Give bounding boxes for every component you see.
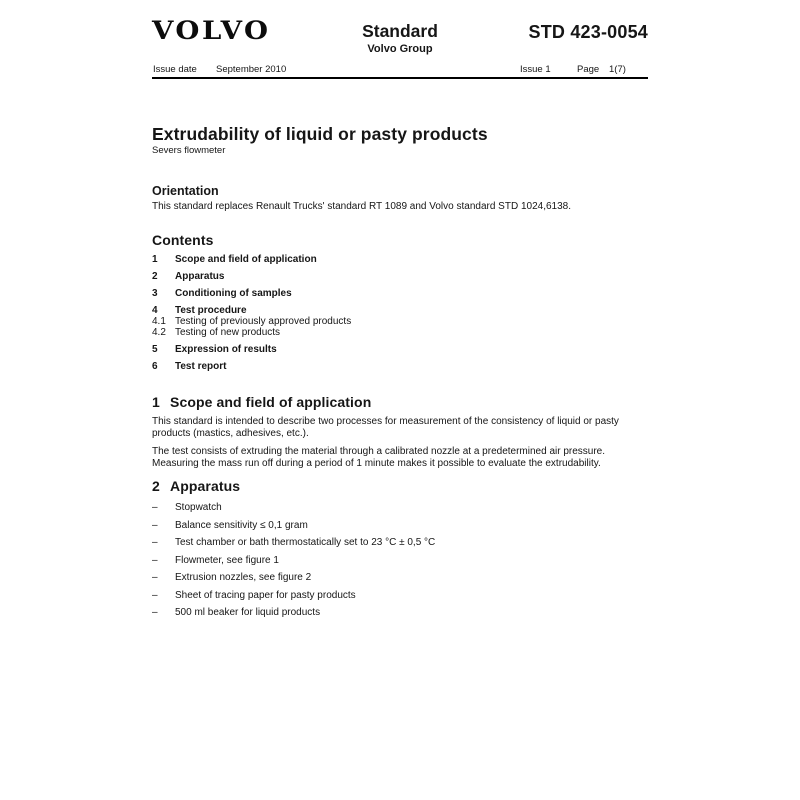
apparatus-section — [152, 478, 652, 625]
page-label: Page — [577, 64, 600, 75]
toc-entry-label: Apparatus — [175, 271, 225, 282]
issue-date-value: September 2010 — [216, 64, 287, 75]
toc-entry — [152, 271, 652, 282]
apparatus-item-text: Sheet of tracing paper for pasty products — [175, 589, 356, 601]
apparatus-item-text: 500 ml beaker for liquid products — [175, 607, 321, 618]
issue-info-row — [0, 64, 800, 77]
toc-entry-number: 3 — [152, 288, 158, 299]
document-subtitle: Severs flowmeter — [152, 145, 226, 156]
title-block — [152, 124, 652, 157]
scope-paragraph-1: This standard is intended to describe two processes for measurement of the consistency of liquid or pasty products (mastics, adhesives, etc.). — [152, 416, 619, 439]
section-number: 2 — [152, 478, 160, 494]
apparatus-item — [152, 502, 652, 514]
toc-entry — [152, 361, 652, 372]
bullet-dash: – — [152, 572, 158, 583]
table-of-contents — [152, 254, 652, 372]
bullet-dash: – — [152, 537, 158, 548]
apparatus-item — [152, 520, 652, 532]
apparatus-item-text: Balance sensitivity ≤ 0,1 gram — [175, 519, 308, 531]
org-name-label: Volvo Group — [367, 43, 433, 55]
bullet-dash: – — [152, 519, 158, 531]
section-title: Apparatus — [170, 478, 241, 494]
apparatus-item — [152, 572, 652, 584]
toc-entry-label: Conditioning of samples — [175, 288, 292, 299]
bullet-dash: – — [152, 502, 158, 513]
bullet-dash: – — [152, 554, 158, 566]
doc-type-label: Standard — [362, 21, 438, 41]
volvo-logo: VOLVO — [152, 17, 271, 46]
issue-date-label: Issue date — [153, 64, 197, 75]
document-title: Extrudability of liquid or pasty products — [152, 124, 488, 144]
page-value: 1(7) — [609, 64, 626, 75]
toc-entry — [152, 316, 652, 327]
toc-entry-label: Expression of results — [175, 344, 277, 355]
contents-section — [152, 232, 652, 372]
toc-entry — [152, 344, 652, 355]
toc-entry — [152, 254, 652, 265]
orientation-section — [152, 184, 652, 213]
toc-entry-number: 4.2 — [152, 327, 166, 338]
toc-entry — [152, 305, 652, 316]
orientation-body: This standard replaces Renault Trucks' standard RT 1089 and Volvo standard STD 1024,6138. — [152, 201, 572, 212]
doc-number: STD 423-0054 — [528, 22, 648, 42]
apparatus-item — [152, 555, 652, 567]
apparatus-section-heading — [152, 478, 652, 494]
toc-entry — [152, 327, 652, 338]
bullet-dash: – — [152, 607, 158, 618]
toc-entry-label: Testing of previously approved products — [175, 316, 352, 327]
scope-paragraph-2: The test consists of extruding the material through a calibrated nozzle at a predetermined air pressure. Measuring the mass run off during a period of 1 minute makes it possible to evaluate the extrudability. — [152, 446, 606, 469]
header-divider — [152, 77, 648, 79]
apparatus-list — [152, 502, 652, 619]
toc-entry — [152, 288, 652, 299]
apparatus-item — [152, 607, 652, 619]
toc-entry-label: Test report — [175, 361, 227, 372]
apparatus-item — [152, 537, 652, 549]
toc-entry-number: 4.1 — [152, 316, 166, 327]
toc-entry-number: 1 — [152, 254, 158, 265]
scope-section-heading — [152, 394, 652, 410]
apparatus-item-text: Stopwatch — [175, 502, 222, 513]
toc-entry-number: 4 — [152, 305, 158, 316]
toc-entry-number: 5 — [152, 344, 158, 355]
toc-entry-number: 6 — [152, 361, 158, 372]
scope-section — [152, 394, 652, 470]
toc-entry-label: Test procedure — [175, 305, 247, 316]
bullet-dash: – — [152, 589, 158, 601]
header-center — [300, 21, 500, 56]
apparatus-item-text: Test chamber or bath thermostatically set to 23 °C ± 0,5 °C — [175, 537, 436, 548]
toc-entry-number: 2 — [152, 271, 158, 282]
section-title: Scope and field of application — [170, 394, 372, 410]
issue-number: Issue 1 — [520, 64, 551, 75]
toc-entry-label: Testing of new products — [175, 327, 281, 338]
toc-entry-label: Scope and field of application — [175, 254, 317, 265]
apparatus-item-text: Extrusion nozzles, see figure 2 — [175, 572, 312, 583]
apparatus-item-text: Flowmeter, see figure 1 — [175, 554, 279, 566]
contents-heading: Contents — [152, 232, 214, 248]
section-number: 1 — [152, 394, 160, 410]
apparatus-item — [152, 590, 652, 602]
orientation-heading: Orientation — [152, 184, 219, 198]
